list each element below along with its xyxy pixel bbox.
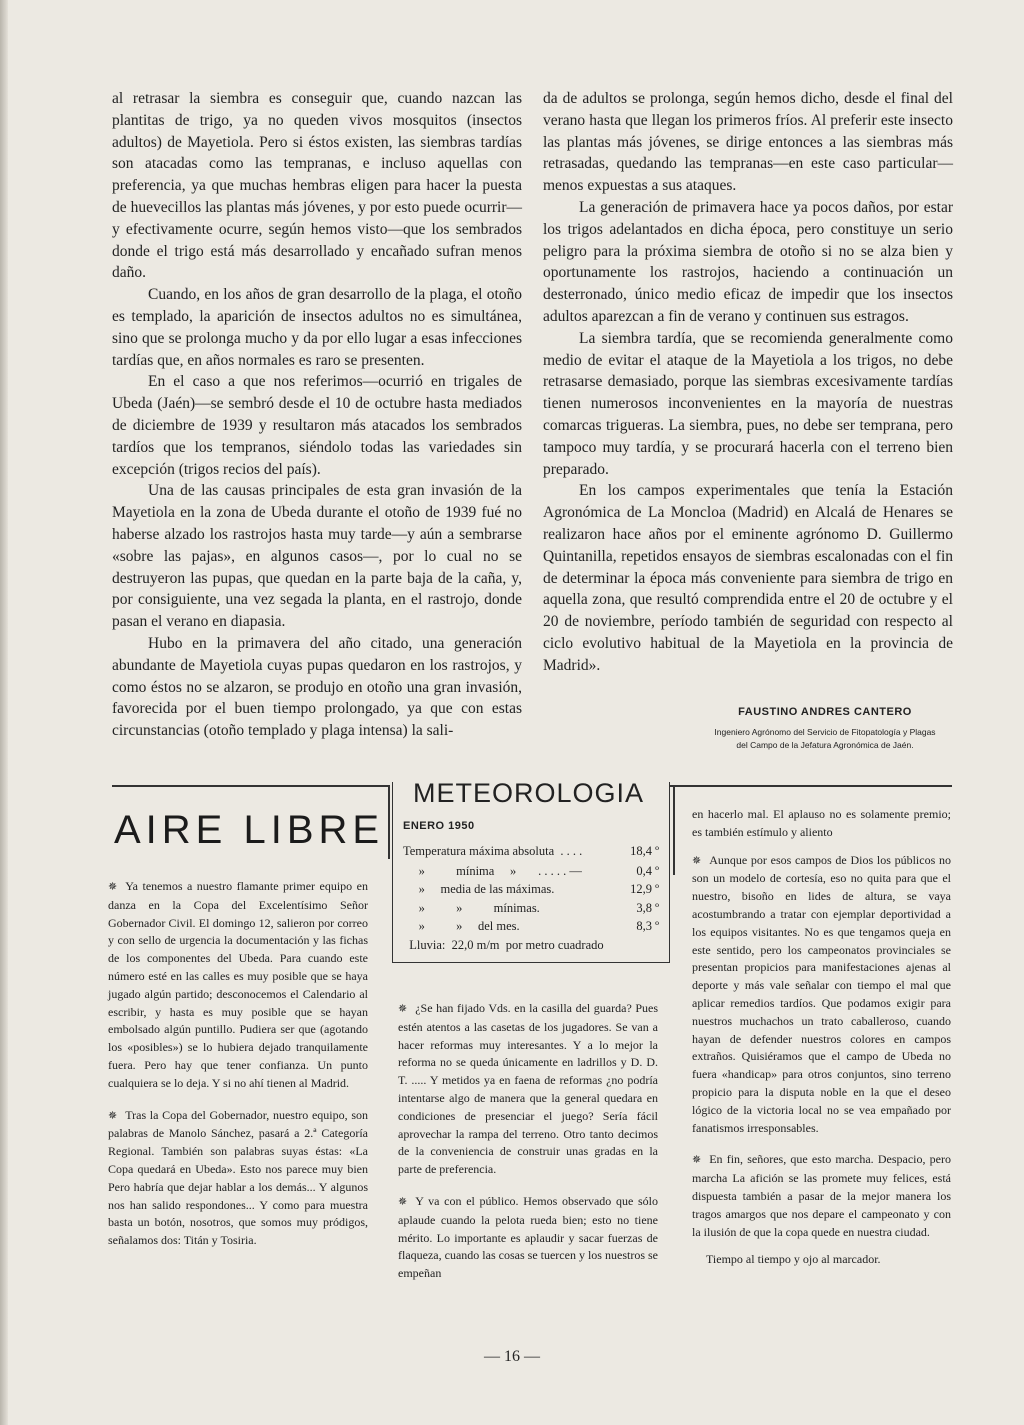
center-column: [398, 1000, 658, 1297]
meteo-row: » mínima » . . . . . — 0,4 º: [403, 864, 659, 878]
meteorologia-box: [392, 778, 670, 963]
article-paragraph: La generación de primavera hace ya pocos daños, por estar los trigos adelantados en dicha época, pero constituye un serio peligro para la próxima siembra de otoño si no se alza bien y oportunamente los rastrojos, haciendo a continuación un desterronado, único medio eficaz de impedir que los insectos adultos aparezcan a fin de verano y continuen sus estragos.: [543, 198, 953, 325]
article-paragraph: Hubo en la primavera del año citado, una generación abundante de Mayetiola cuyas pupas quedaron en los rastrojos, y como éstos no se alzaron, se produjo en otoño una gran invasión, favorecida por el buen tiempo prolongado, ya que con estas circunstancias (otoño templado y plaga intensa) la sali-: [112, 634, 522, 740]
star-bullet-icon: ✵: [398, 1003, 408, 1015]
meteorologia-date: ENERO 1950: [403, 820, 475, 832]
aire-libre-paragraph: ✵ Ya tenemos a nuestro flamante primer equipo en danza en la Copa del Excelentísimo Señor Gobernador Civil. El domingo 12, salieron por correo y con sello de urgencia la documentación y las fichas de los componentes del Ubeda. Para cuando este número esté en las calles es muy posible que se haya jugado algún partido; desconocemos el Calendario al escribir, y hasta es muy posible que se hayan embolsado algún puntillo. Pudiera ser que (agotando los «posibles») se lo hubiera dejado tranquilamente fuera. Pero hay que tener confianza. Un punto cualquiera se lo deja. Y si no ahí tienen al Madrid.: [108, 879, 368, 1090]
star-bullet-icon: ✵: [108, 1109, 118, 1122]
star-bullet-icon: ✵: [108, 881, 118, 893]
article-paragraph: En el caso a que nos referimos—ocurrió en trigales de Ubeda (Jaén)—se sembró desde el 10 de octubre hasta mediados de diciembre de 1939 y resultaron más atacados los sembrados tardíos que los tempranos, siéndolo todas las variedades sin excepción (trigos recios del país).: [112, 373, 522, 478]
right-closing: Tiempo al tiempo y ojo al marcador.: [706, 1252, 881, 1267]
right-paragraph: ✵ En fin, señores, que esto marcha. Despacio, pero marcha La afición se las promete muy felices, está dispuesta también a pasar de la mejor manera los tragos amargos que nos depare el campeonato y con la ilusión de que la copa quede en nuestra ciudad.: [692, 1152, 951, 1239]
star-bullet-icon: ✵: [692, 854, 702, 867]
article-left-column: [112, 88, 522, 742]
article-paragraph: En los campos experimentales que tenía la Estación Agronómica de La Moncloa (Madrid) en Alcalá de Henares se realizaron hace años por el eminente agrónomo D. Guillermo Quintanilla, repetidos ensayos de siembras escalonadas con el fin de determinar la época más conveniente para siembra de trigo en aquella zona, que resultó comprendida entre el 20 de octubre y el 20 de noviembre, período también de seguridad con respecto al ciclo evolutivo habitual de la Mayetiola en la provincia de Madrid».: [543, 482, 953, 674]
right-paragraph: ✵ Aunque por esos campos de Dios los públicos no son un modelo de cortesía, eso no quita para que el nuestro, bisoño en lides de altura, se vaya acostumbrando a tratar con ejemplar deportividad a los equipos visitantes. No es que tengamos queja en este sentido, pero los campeonatos provinciales se presentan propicios para manifestaciones ajenas al deporte y más vale señalar con tiempo el mal que aplicar remedios tardíos. Que podamos exigir para nuestros muchachos un trato caballeroso, cuando hayan de defender nuestros colores en campos extraños. Quisiéramos que el campo de Ubeda no fuera «handicap» para otros conjuntos, sino terreno propicio para la disputa noble en la que el deseo lógico de la victoria local no se vea empañado por fanatismos irresponsables.: [692, 852, 951, 1135]
aire-libre-body: [108, 878, 368, 1264]
aire-libre-divider: [388, 785, 390, 859]
star-bullet-icon: ✵: [692, 1154, 702, 1167]
meteo-row: » » del mes. 8,3 º: [403, 919, 659, 933]
right-continuation: en hacerlo mal. El aplauso no es solamente premio; es también estímulo y aliento: [692, 807, 951, 839]
article-paragraph: Una de las causas principales de esta gran invasión de la Mayetiola en la zona de Ubeda durante el otoño de 1939 fué no haberse alzado los rastrojos hasta muy tarde—y aún a sembrarse «sobre las pajas», en algunos casos—, por lo cual no se destruyeron las pupas, que quedan en la parte baja de la caña, y, por consiguiente, una vez segada la planta, en el rastrojo, donde pasan el verano en diapasia.: [112, 482, 522, 631]
author-role: [690, 726, 960, 752]
aire-libre-title: AIRE LIBRE: [114, 808, 385, 852]
article-right-column: [543, 88, 953, 677]
article-paragraph: La siembra tardía, que se recomienda generalmente como medio de evitar el ataque de la Mayetiola a los trigos, no debe retrasarse demasiado, porque las siembras excesivamente tardías tienen numerosos inconvenientes en la mayoría de nuestras comarcas trigueras. La siembra, pues, no debe ser temprana, pero tampoco muy tardía, y se procurará hacerla con el terreno bien preparado.: [543, 329, 953, 478]
page-number: — 16 —: [484, 1348, 540, 1365]
right-section-top-rule: [670, 785, 952, 787]
author-role-line: Ingeniero Agrónomo del Servicio de Fitopatología y Plagas: [714, 727, 936, 737]
article-paragraph: Cuando, en los años de gran desarrollo de la plaga, el otoño es templado, la aparición de insectos adultos no es simultánea, sino que se prolonga mucho y da por ello lugar a esas infecciones tardías que, en años normales es raro se presenten.: [112, 286, 522, 369]
meteo-row: » » mínimas. 3,8 º: [403, 901, 659, 915]
center-paragraph: ✵ Y va con el público. Hemos observado que sólo aplaude cuando la pelota rueda bien; esto no tiene mérito. Lo importante es aplaudir y sacar fuerzas de flaqueza, cuando las cosas se tuercen y los nuestros se empeñan: [398, 1193, 658, 1281]
page-edge: [0, 0, 8, 1425]
aire-libre-top-rule: [112, 785, 390, 787]
aire-libre-paragraph: ✵ Tras la Copa del Gobernador, nuestro equipo, son palabras de Manolo Sánchez, pasará a 2.ª Categoría Regional. También son palabras suyas éstas: «La Copa quedará en Ubeda». Esto nos parece muy bien Pero habría que dejar hablar a los demás... Y algunos nos han salido respondones... Y como para muestra basta un botón, nosotros, que somos muy pródigos, señalamos dos: Titán y Tosiria.: [108, 1107, 368, 1248]
article-paragraph: da de adultos se prolonga, según hemos dicho, desde el final del verano hasta que llegan los primeros fríos. Al preferir este insecto las plantas más jóvenes, se dirige entonces a las siembras más retrasadas, quedando las tempranas—en este caso particular—menos expuestas a sus ataques.: [543, 90, 953, 195]
right-column: [692, 806, 951, 1283]
article-paragraph: al retrasar la siembra es conseguir que, cuando nazcan las plantitas de trigo, ya no queden vivos mosquitos (insectos adultos) de Mayetiola. Pero si éstos existen, las siembras tardías son atacadas como las tempranas, e incluso aquellas con preferencia, ya que muchas hembras eligen para hacer la puesta de huevecillos las plantas más jóvenes, y por esto puede ocurrir—y efectivamente ocurre, según hemos visto—que los sembrados donde el trigo está más desarrollado y encañado sufran menos daño.: [112, 90, 522, 282]
meteo-row-rain: Lluvia: 22,0 m/m por metro cuadrado: [403, 938, 604, 952]
star-bullet-icon: ✵: [398, 1195, 408, 1208]
meteo-row: Temperatura máxima absoluta . . . . 18,4 º: [403, 844, 659, 858]
center-paragraph: ✵ ¿Se han fijado Vds. en la casilla del guarda? Pues estén atentos a las casetas de los jugadores. Se van a hacer reformas muy interesantes. Y a lo mejor la reforma no se queda únicamente en ladrillos y D. D. T. ..... Y metidos ya en faena de reformas ¿no podría intentarse algo de manera que la general quedara en condiciones de presenciar el juego? Sería fácil aprovechar la rampa del terreno. Otro tanto decimos de la conveniencia de construir unas gradas en la parte de preferencia.: [398, 1001, 658, 1177]
center-right-divider: [673, 785, 675, 875]
article-signature: [690, 706, 960, 752]
meteo-row: » media de las máximas. 12,9 º: [403, 882, 659, 896]
author-name: FAUSTINO ANDRES CANTERO: [738, 706, 912, 718]
meteorologia-title: METEOROLOGIA: [413, 778, 645, 808]
author-role-line: del Campo de la Jefatura Agronómica de Jaén.: [736, 740, 914, 750]
